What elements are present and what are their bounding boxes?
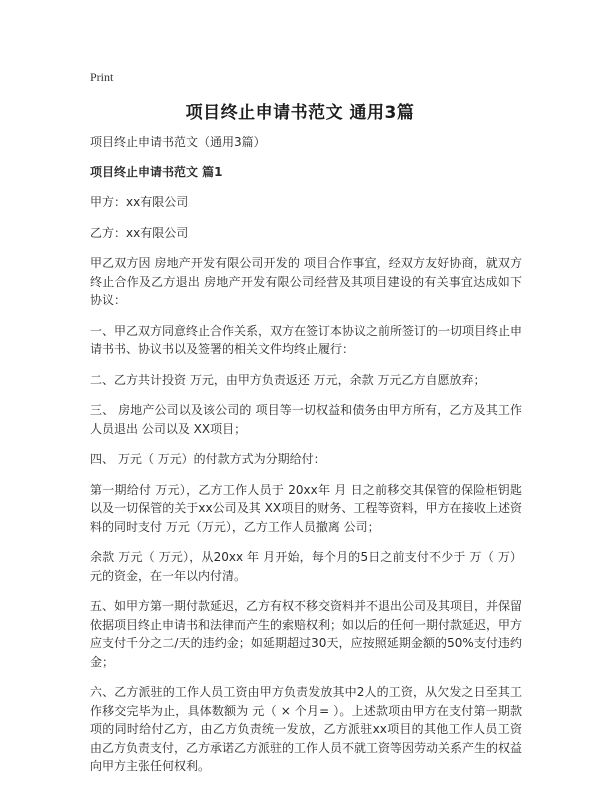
paragraph: 乙方：xx有限公司 [90,225,189,240]
document-body [90,133,522,788]
paragraph: 一、甲乙双方同意终止合作关系，双方在签订本协议之前所签订的一切项目终止申请书书、协议书以及签署的相关文件均终止履行： [90,323,523,356]
paragraph: 余款 万元（ 万元），从20xx 年 月开始，每个月的5日之前支付不少于 万（ 万）元的资金，在一年以内付清。 [90,550,522,583]
paragraph: 四、 万元（ 万元）的付款方式为分期给付： [90,452,326,466]
print-link[interactable]: Print [90,70,114,84]
paragraph: 项目终止申请书范文（通用3篇） [90,135,266,149]
paragraph: 二、乙方共计投资 万元，由甲方负责返还 万元，余款 万元乙方自愿放弃； [90,372,486,387]
document-title: 项目终止申请书范文 通用3篇 [185,103,415,123]
paragraph: 三、 房地产公司以及该公司的 项目等一切权益和债务由甲方所有，乙方及其工作人员退出 公司以及 XX项目； [90,403,522,436]
paragraph: 甲方：xx有限公司 [90,195,189,209]
paragraph: 五、如甲方第一期付款延迟，乙方有权不移交资料并不退出公司及其项目，并保留依据项目终止申请书和法律而产生的索赔权利；如以后的任何一期付款延迟，甲方应支付千分之二/天的违约金；如延期超过30天，应按照延期金额的50%支付违约金； [90,599,523,669]
paragraph: 六、乙方派驻的工作人员工资由甲方负责发放其中2人的工资，从欠发之日至其工作移交完毕为止，具体数额为 元（ × 个月= ）。上述款项由甲方在支付第一期款项的同时给付乙方，由乙方负责统一发放，乙方派驻xx项目的其他工作人员工资由乙方负责支付，乙方承诺乙方派驻的工作人员不就工资等因劳动关系产生的权益向甲方主张任何权利。 [90,685,523,773]
paragraph: 项目终止申请书范文 篇1 [90,164,223,179]
paragraph: 甲乙双方因 房地产开发有限公司开发的 项目合作事宜，经双方友好协商，就双方终止合作及乙方退出 房地产开发有限公司经营及其项目建设的有关事宜达成如下协议： [90,256,522,307]
paragraph: 第一期给付 万元），乙方工作人员于 20xx年 月 日之前移交其保管的保险柜钥匙以及一切保管的关于xx公司及其 XX项目的财务、工程等资料，甲方在接收上述资料的同时支付 万元（万元），乙方工作人员撤离 公司； [90,482,522,534]
